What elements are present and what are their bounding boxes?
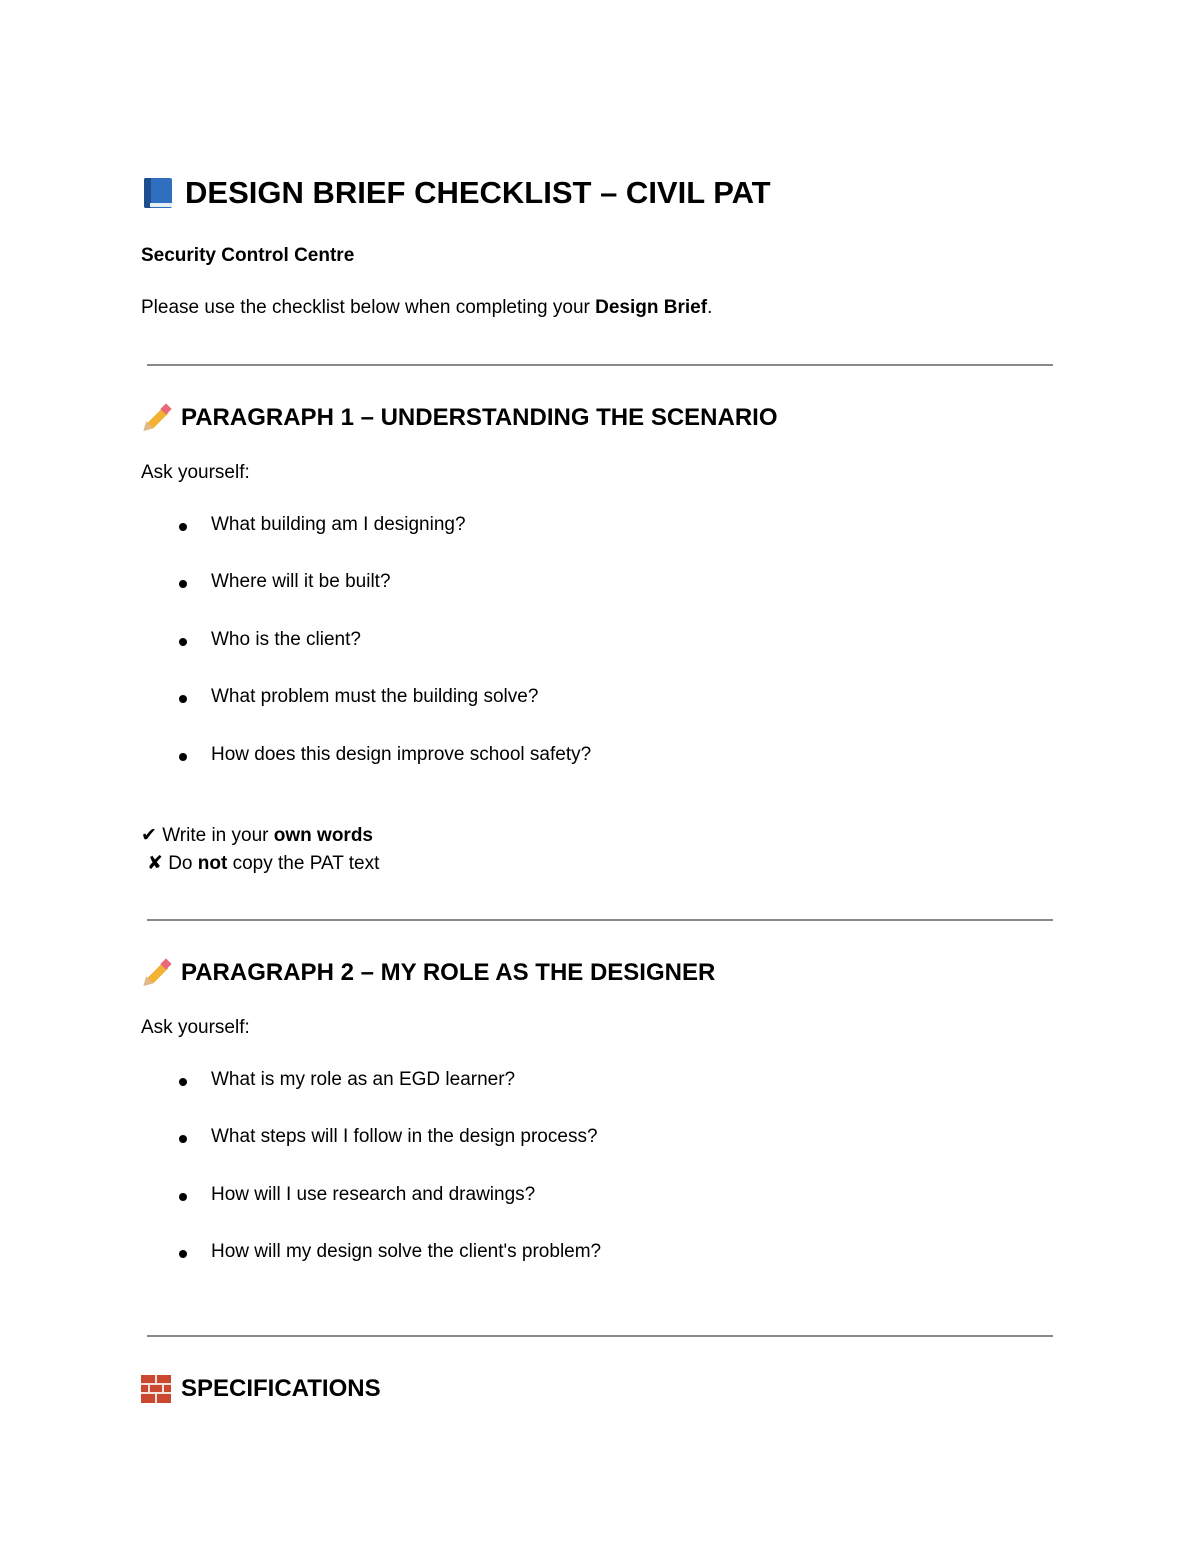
ask-prompt: Ask yourself: — [141, 462, 250, 483]
list-item-text: What steps will I follow in the design process? — [211, 1126, 598, 1147]
intro-before: Please use the checklist below when completing your — [141, 297, 596, 318]
section-heading-paragraph-2 — [141, 958, 715, 988]
list-item-text: What problem must the building solve? — [211, 686, 539, 707]
divider — [147, 919, 1053, 921]
bullet-icon — [179, 1250, 187, 1258]
list-item-text: What building am I designing? — [211, 514, 466, 535]
divider — [147, 1335, 1053, 1337]
section-heading-text: SPECIFICATIONS — [181, 1375, 381, 1402]
bullet-icon — [179, 695, 187, 703]
note-do-bold: own words — [273, 825, 374, 846]
note-dont-bold: not — [197, 853, 228, 874]
pencil-icon — [141, 403, 171, 433]
bullet-icon — [179, 1135, 187, 1143]
bullet-icon — [179, 523, 187, 531]
intro-text — [141, 297, 712, 319]
divider — [147, 364, 1053, 366]
pencil-icon — [141, 958, 171, 988]
ask-prompt: Ask yourself: — [141, 1017, 250, 1038]
checkmark-icon: ✔ — [141, 825, 157, 846]
list-item-text: How will I use research and drawings? — [211, 1184, 536, 1205]
document-title-text: DESIGN BRIEF CHECKLIST – CIVIL PAT — [185, 175, 771, 210]
note-do — [141, 824, 373, 847]
note-dont-before: Do — [168, 853, 198, 874]
list-item-text: Where will it be built? — [211, 571, 391, 592]
document-subtitle: Security Control Centre — [141, 245, 355, 266]
bullet-icon — [179, 580, 187, 588]
intro-bold: Design Brief — [595, 297, 708, 318]
list-item-text: Who is the client? — [211, 629, 361, 650]
bullet-icon — [179, 638, 187, 646]
bullet-icon — [179, 1193, 187, 1201]
book-icon — [141, 176, 175, 210]
note-dont — [147, 852, 379, 875]
section-heading-paragraph-1 — [141, 403, 778, 433]
section-heading-specifications — [141, 1375, 381, 1403]
list-item-text: How does this design improve school safety? — [211, 744, 592, 765]
bullet-icon — [179, 753, 187, 761]
note-dont-after: copy the PAT text — [227, 853, 380, 874]
intro-after: . — [707, 297, 713, 318]
list-item-text: How will my design solve the client's problem? — [211, 1241, 602, 1262]
section-heading-text: PARAGRAPH 1 – UNDERSTANDING THE SCENARIO — [181, 404, 778, 431]
bullet-icon — [179, 1078, 187, 1086]
list-item-text: What is my role as an EGD learner? — [211, 1069, 516, 1090]
cross-icon: ✘ — [147, 853, 163, 874]
brick-icon — [141, 1375, 171, 1403]
section-heading-text: PARAGRAPH 2 – MY ROLE AS THE DESIGNER — [181, 959, 716, 986]
document-title — [141, 175, 771, 211]
note-do-before: Write in your — [162, 825, 274, 846]
